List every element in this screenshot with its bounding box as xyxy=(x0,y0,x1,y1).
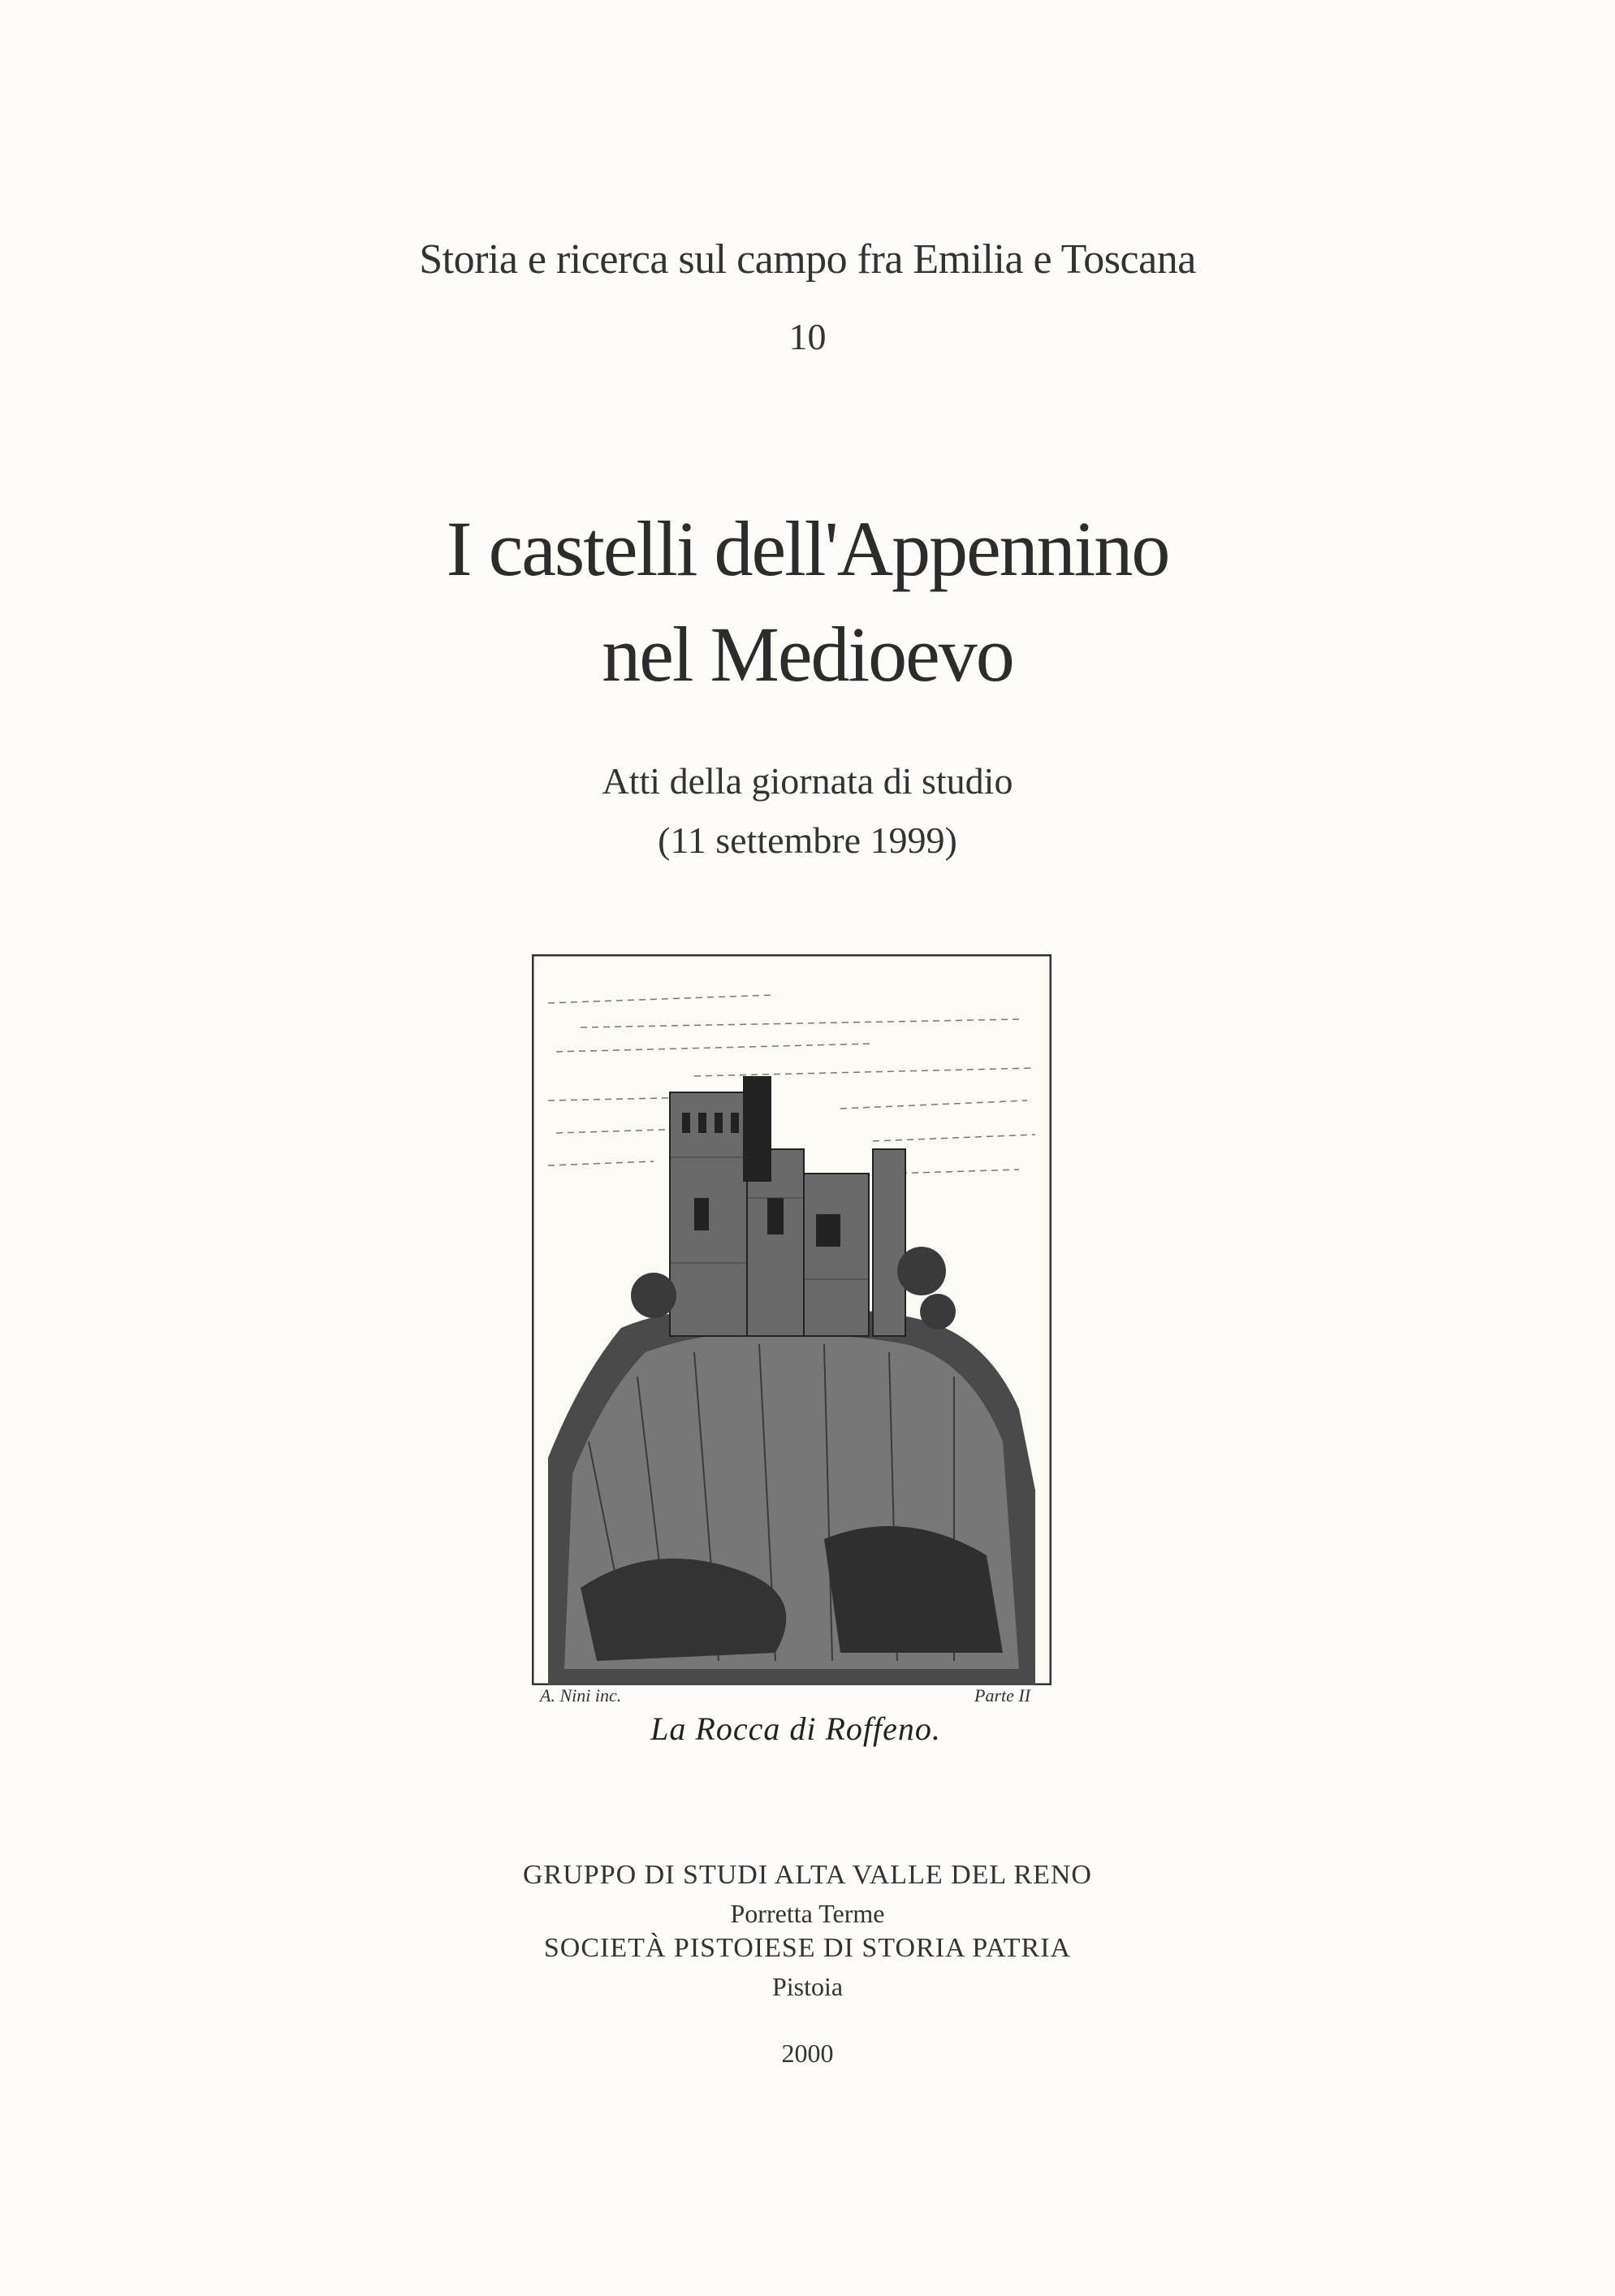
publication-year: 2000 xyxy=(781,2039,834,2068)
castle-engraving-image xyxy=(532,954,1051,1685)
engraving-artist-credit: A. Nini inc. xyxy=(540,1685,622,1706)
engraving-caption: La Rocca di Roffeno. xyxy=(650,1710,941,1747)
publisher-city-1: Porretta Terme xyxy=(730,1899,885,1928)
book-title-line-1: I castelli dell'Appennino xyxy=(446,505,1169,592)
publisher-city-2: Pistoia xyxy=(771,1972,844,2001)
series-number: 10 xyxy=(788,316,827,357)
subtitle-line-2: (11 settembre 1999) xyxy=(658,819,957,861)
publisher-org-1: GRUPPO DI STUDI ALTA VALLE DEL RENO xyxy=(523,1860,1092,1890)
series-name: Storia e ricerca sul campo fra Emilia e Toscana xyxy=(419,236,1196,283)
publisher-org-2: SOCIETÀ PISTOIESE DI STORIA PATRIA xyxy=(543,1933,1072,1963)
engraving-part-label: Parte II xyxy=(974,1685,1031,1706)
book-title-line-2: nel Medioevo xyxy=(602,611,1013,698)
subtitle-line-1: Atti della giornata di studio xyxy=(602,760,1013,802)
